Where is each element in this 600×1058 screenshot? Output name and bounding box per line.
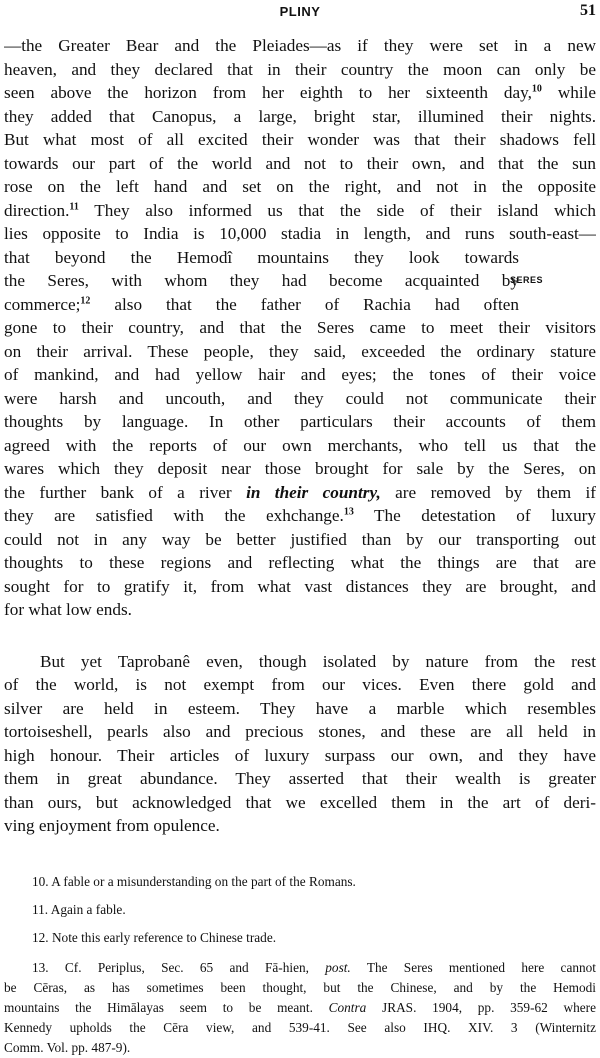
text-line <box>4 504 596 528</box>
text-line: thoughts by language. In other particulars their accounts of them <box>4 412 596 431</box>
text-line: than ours, but acknowledged that we excelled them in the art of deri- <box>4 792 596 812</box>
text-line: on their arrival. These people, they said, exceeded the ordinary stature <box>4 341 596 361</box>
text-line <box>4 81 596 105</box>
text-line: towards our part of the world and not to their own, and that the sun <box>4 153 596 173</box>
text-line: of the world, is not exempt from our vices. Even there gold and <box>4 675 596 694</box>
marginal-note: SERES <box>510 275 544 285</box>
text-span: also that the father of Rachia had often <box>90 294 519 314</box>
text-line: they added that Canopus, a large, bright star, illumined their nights. <box>4 106 596 126</box>
footnote-ref-10[interactable]: 10 <box>531 83 542 95</box>
text-line <box>4 199 596 223</box>
paragraph-2 <box>4 650 596 838</box>
text-line: the Seres, with whom they had become acquainted by <box>4 271 519 290</box>
footnote-11: 11. Again a fable. <box>32 902 126 917</box>
text-line: agreed with the reports of our own merchants, who tell us that the <box>4 435 596 455</box>
text-line: of mankind, and had yellow hair and eyes; the tones of their voice <box>4 365 596 384</box>
footnote-10: 10. A fable or a misunderstanding on the part of the Romans. <box>32 874 356 889</box>
text-line: heaven, and they declared that in their country the moon can only be <box>4 59 596 79</box>
footnote-12: 12. Note this early reference to Chinese trade. <box>32 930 277 945</box>
text-span: commerce; <box>4 294 81 314</box>
text-line: them in great abundance. They asserted that their wealth is greater <box>4 769 596 788</box>
text-line: high honour. Their articles of luxury surpass our own, and they have <box>4 745 596 765</box>
text-span: while <box>541 83 596 102</box>
text-span: 13. Cf. Periplus, Sec. 65 and Fā-hien, <box>32 960 326 975</box>
footnote-ref-12[interactable]: 12 <box>80 294 91 306</box>
paragraph-gap <box>4 622 596 650</box>
text-span: are removed by them if <box>380 482 596 502</box>
body-text <box>4 34 596 838</box>
text-line <box>4 481 596 505</box>
text-line: that beyond the Hemodî mountains they look towards <box>4 247 519 267</box>
text-span: seen above the horizon from her eighth to her sixteenth day, <box>4 83 532 102</box>
page-header <box>0 2 600 22</box>
text-line: —the Greater Bear and the Pleiades—as if they were set in a new <box>4 36 596 55</box>
page-number: 51 <box>580 2 596 19</box>
footnote-ref-11[interactable]: 11 <box>69 200 79 212</box>
text-span: direction. <box>4 200 70 220</box>
emphasis: post. <box>325 960 351 975</box>
footnote-ref-13[interactable]: 13 <box>343 506 354 518</box>
footnote-line: Kennedy upholds the Cēra view, and 539-41. See also IHQ. XIV. 3 (Winternitz <box>4 1020 596 1035</box>
paragraph-1 <box>4 34 596 622</box>
text-line: for what low ends. <box>4 600 132 619</box>
text-line: could not in any way be better justified than by our transporting out <box>4 529 596 549</box>
text-line: gone to their country, and that the Seres came to meet their visitors <box>4 318 596 337</box>
footnote-line: Comm. Vol. pp. 487-9). <box>4 1040 131 1055</box>
text-span: the further bank of a river <box>4 482 247 502</box>
text-span: JRAS. 1904, pp. 359-62 where <box>366 1000 596 1015</box>
text-span: The Seres mentioned here cannot <box>350 960 596 975</box>
text-line: rose on the left hand and set on the right, and not in the opposite <box>4 177 596 196</box>
footnotes <box>0 872 600 1055</box>
text-line: ving enjoyment from opulence. <box>4 816 220 835</box>
text-line <box>4 293 519 317</box>
text-span: The detestation of luxury <box>353 506 596 525</box>
emphasis: in their country, <box>246 482 381 502</box>
footnote-13 <box>4 958 596 1058</box>
footnote-line <box>4 958 596 978</box>
text-line: thoughts to these regions and reflecting what the things are that are <box>4 553 596 572</box>
text-line: tortoiseshell, pearls also and precious stones, and these are all held in <box>4 722 596 741</box>
text-line: sought for to gratify it, from what vast distances they are brought, and <box>4 576 596 596</box>
text-line: silver are held in esteem. They have a marble which resembles <box>4 698 596 718</box>
text-line: But yet Taprobanê even, though isolated by nature from the rest <box>40 651 596 671</box>
text-span: They also informed us that the side of their island which <box>78 200 596 220</box>
text-line: wares which they deposit near those brought for sale by the Seres, on <box>4 459 596 478</box>
text-line: lies opposite to India is 10,000 stadia in length, and runs south-east— <box>4 224 596 243</box>
footnote-line <box>4 998 596 1018</box>
text-line: were harsh and uncouth, and they could not communicate their <box>4 388 596 408</box>
footnote-line: be Cēras, as has sometimes been thought, but the Chinese, and by the Hemodi <box>4 980 596 995</box>
text-line: But what most of all excited their wonder was that their shadows fell <box>4 130 596 149</box>
text-span: they are satisfied with the exhchange. <box>4 506 344 525</box>
emphasis: Contra <box>328 1000 367 1015</box>
running-head: PLINY <box>279 4 321 19</box>
text-span: mountains the Himālayas seem to be meant. <box>4 1000 329 1015</box>
